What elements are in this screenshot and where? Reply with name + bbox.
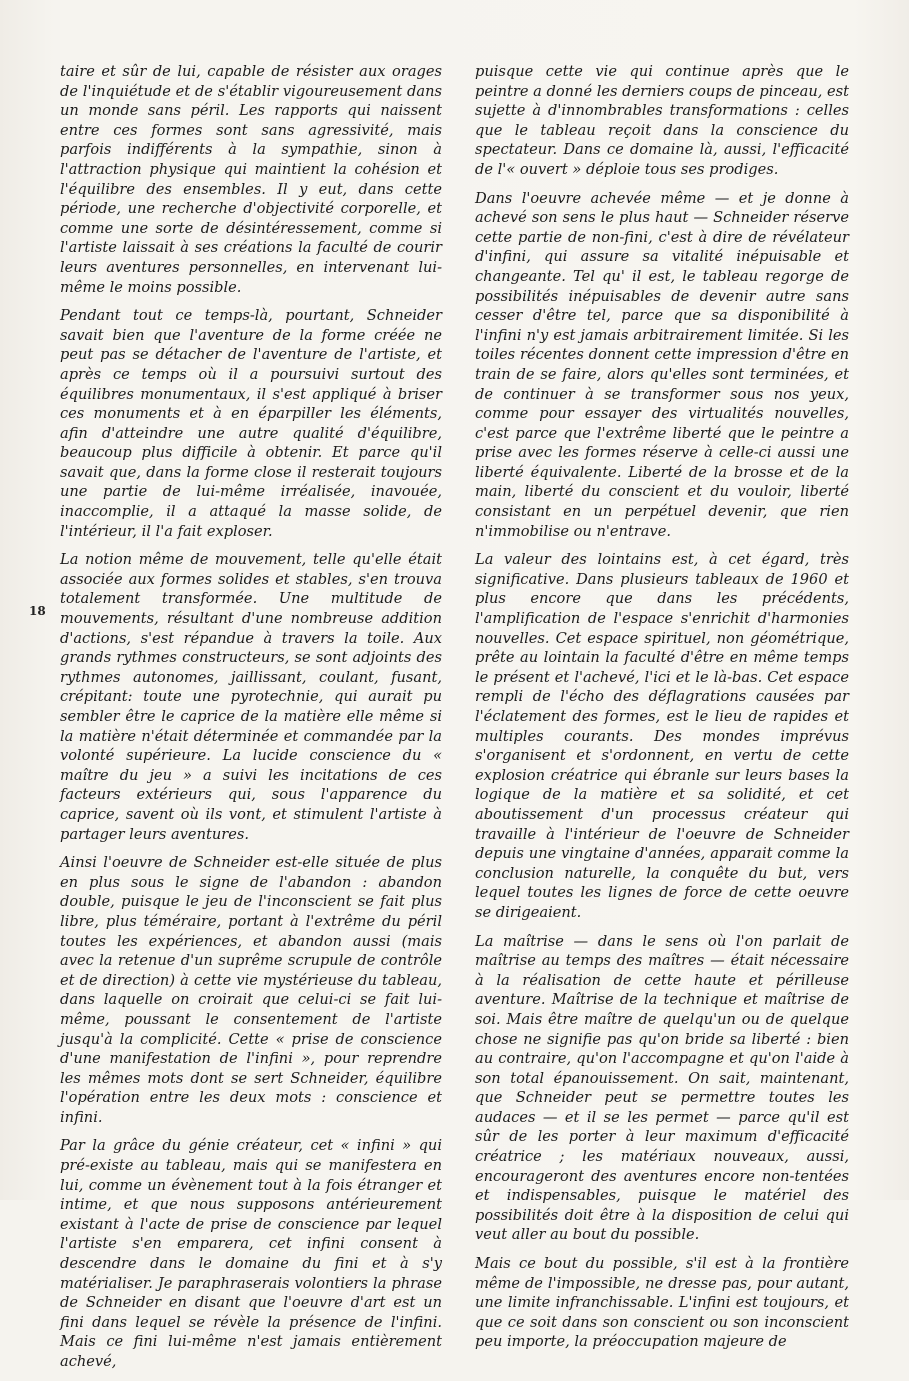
page-number: 18 [29,604,46,618]
paragraph: Dans l'oeuvre achevée même — et je donne à achevé son sens le plus haut — Schneider réserve cette partie de non-fini, c'est à dire de révélateur d'infini, qui assure sa vitalité inépuisable et changeante. Tel qu' il est, le tableau regorge de possibilités inépuisables de devenir autre sans cesser d'être tel, parce que sa disponibilité à l'infini n'y est jamais arbitrairement limitée. Si les toiles récentes donnent cette impression d'être en train de se faire, alors qu'elles sont terminées, et de continuer à se transformer sous nos yeux, comme pour essayer des virtualités nouvelles, c'est parce que l'extrême liberté que le peintre a prise avec les formes réserve à celle-ci aussi une liberté équivalente. Liberté de la brosse et de la main, liberté du conscient et du vouloir, liberté consistant en un perpétuel devenir, que rien n'immobilise ou n'entrave. [475,189,849,540]
paragraph: La maîtrise — dans le sens où l'on parlait de maîtrise au temps des maîtres — était nécessaire à la réalisation de cette haute et périlleuse aventure. Maîtrise de la technique et maîtrise de soi. Mais être maître de quelqu'un ou de quelque chose ne signifie pas qu'on bride sa liberté : bien au contraire, qu'on l'accompagne et qu'on l'aide à son total épanouissement. On sait, maintenant, que Schneider peut se permettre toutes les audaces — et il se les permet — parce qu'il est sûr de les porter à leur maximum d'efficacité créatrice ; les matériaux nouveaux, aussi, encourageront des aventures encore non-tentées et indispensables, puisque le matériel des possibilités doit être à la disposition de celui qui veut aller au bout du possible. [475,932,849,1244]
paragraph: Mais ce bout du possible, s'il est à la frontière même de l'impossible, ne dresse pas, pour autant, une limite infranchissable. L'infini est toujours, et que ce soit dans son conscient ou son inconscient peu importe, la préoccupation majeure de [475,1255,849,1351]
paragraph: puisque cette vie qui continue après que le peintre a donné les derniers coups de pinceau, est sujette à d'innombrables transformations : celles que le tableau reçoit dans la conscience du spectateur. Dans ce domaine là, aussi, l'efficacité de l'« ouvert » déploie tous ses prodiges. [475,63,849,178]
paragraph: taire et sûr de lui, capable de résister aux orages de l'inquiétude et de s'établir vigoureusement dans un monde sans péril. Les rapports qui naissent entre ces formes sont sans agressivité, mais parfois indifférents à la sympathie, sinon à l'attraction physique qui maintient la cohésion et l'équilibre des ensembles. Il y eut, dans cette période, une recherche d'objectivité corporelle, et comme une sorte de désintéressement, comme si l'artiste laissait à ses créations la faculté de courir leurs aventures personnelles, en intervenant lui-même le moins possible. [60,63,442,296]
paragraph: Ainsi l'oeuvre de Schneider est-elle située de plus en plus sous le signe de l'abandon : abandon double, puisque le jeu de l'inconscient se fait plus libre, plus téméraire, portant à l'extrême du péril toutes les expériences, et abandon aussi (mais avec la retenue d'un suprême scrupule de contrôle et de direction) à cette vie mystérieuse du tableau, dans laquelle on croirait que celui-ci se fait lui-même, poussant le consentement de l'artiste jusqu'à la complicité. Cette « prise de conscience d'une manifestation de l'infini », pour reprendre les mêmes mots dont se sert Schneider, équilibre l'opération entre les deux mots : conscience et infini. [60,854,442,1126]
left-column [60,62,442,1381]
paragraph: Pendant tout ce temps-là, pourtant, Schneider savait bien que l'aventure de la forme créée ne peut pas se détacher de l'aventure de l'artiste, et après ce temps où il a poursuivi surtout des équilibres monumentaux, il s'est appliqué à briser ces monuments et à en éparpiller les éléments, afin d'atteindre une autre qualité d'équilibre, beaucoup plus difficile à obtenir. Et parce qu'il savait que, dans la forme close il resterait toujours une partie de lui-même irréalisée, inavouée, inaccomplie, il a attaqué la masse solide, de l'intérieur, il l'a fait exploser. [60,307,442,540]
paragraph: La valeur des lointains est, à cet égard, très significative. Dans plusieurs tableaux de 1960 et plus encore que dans les précédents, l'amplification de l'espace s'enrichit d'harmonies nouvelles. Cet espace spirituel, non géométrique, prête au lointain la faculté d'être en même temps le présent et l'achevé, l'ici et le là-bas. Cet espace rempli de l'écho des déflagrations causées par l'éclatement des formes, est le lieu de rapides et multiples courants. Des mondes imprévus s'organisent et s'ordonnent, en vertu de cette explosion créatrice qui ébranle sur leurs bases la logique de la matière et sa solidité, et cet aboutissement d'un processus créateur qui travaille à l'intérieur de l'oeuvre de Schneider depuis une vingtaine d'années, apparait comme la conclusion naturelle, la conquête du but, vers lequel toutes les lignes de force de cette oeuvre se dirigeaient. [475,551,849,921]
right-column [475,62,849,1361]
paragraph: La notion même de mouvement, telle qu'elle était associée aux formes solides et stables, s'en trouva totalement transformée. Une multitude de mouvements, résultant d'une nombreuse addition d'actions, s'est répandue à travers la toile. Aux grands rythmes constructeurs, se sont adjoints des rythmes autonomes, jaillissant, coulant, fusant, crépitant: toute une pyrotechnie, qui aurait pu sembler être le caprice de la matière elle même si la matière n'était déterminée et commandée par la volonté supérieure. La lucide conscience du « maître du jeu » a suivi les incitations de ces facteurs extérieurs qui, sous l'apparence du caprice, savent où ils vont, et stimulent l'artiste à partager leurs aventures. [60,551,442,843]
paragraph: Par la grâce du génie créateur, cet « infini » qui pré-existe au tableau, mais qui se manifestera en lui, comme un évènement tout à la fois étranger et intime, et que nous supposons antérieurement existant à l'acte de prise de conscience par lequel l'artiste s'en emparera, cet infini consent à descendre dans le domaine du fini et à s'y matérialiser. Je paraphraserais volontiers la phrase de Schneider en disant que l'oeuvre d'art est un fini dans lequel se révèle la présence de l'infini. Mais ce fini lui-même n'est jamais entièrement achevé, [60,1137,442,1370]
